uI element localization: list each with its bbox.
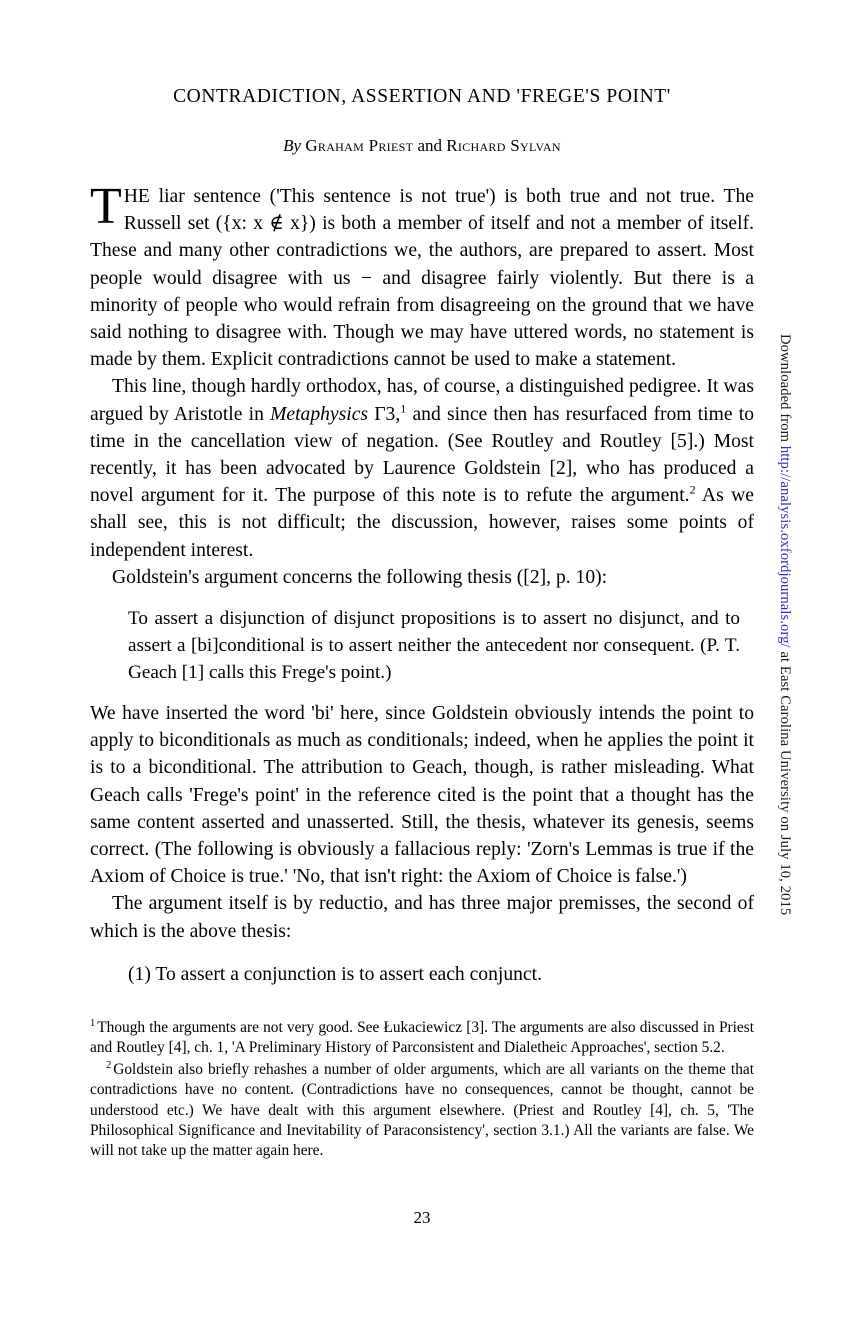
pedigree-text-a: This line, though hardly orthodox, has, of course, a distinguished pedigree. It was argued by Aristotle in xyxy=(90,376,754,425)
footnote-1-text: Though the arguments are not very good. See Łukaciewicz [3]. The arguments are also discussed in Priest and Routley [4], ch. 1, 'A Preliminary History of Parconsistent and Dialetheic Approaches', section 5.2. xyxy=(90,1019,754,1057)
paragraph-pedigree xyxy=(90,373,754,563)
page-number: 23 xyxy=(413,1208,431,1227)
author-name-one: Graham Priest xyxy=(305,136,414,155)
paragraph-thesis-intro: Goldstein's argument concerns the following thesis ([2], p. 10): xyxy=(112,566,608,588)
footnote-ref-2[interactable]: 2 xyxy=(689,482,696,497)
opening-paragraph-text: liar sentence ('This sentence is not true') is both true and not true. The Russell set ({x: x ∉ x}) is both a member of itself and not a member of itself. These and many other contradictions we, the authors, are prepared to assert. Most people would disagree with us − and disagree fairly violently. But there is a minority of people who would refrain from disagreeing on the ground that we have said nothing to disagree with. Though we may have uttered words, no statement is made by them. Explicit contradictions cannot be used to make a statement. xyxy=(90,186,754,371)
byline-by-word: By xyxy=(283,136,302,155)
footnote-marker-2: 2 xyxy=(106,1059,112,1071)
page-title: CONTRADICTION, ASSERTION AND 'FREGE'S POINT' xyxy=(173,86,671,107)
download-stamp-prefix: Downloaded from xyxy=(777,334,793,446)
pedigree-text-d: As we shall see, this is not difficult; the discussion, however, raises some points of independent interest. xyxy=(90,485,754,561)
footnote-marker-1: 1 xyxy=(90,1017,96,1029)
paragraph-argument-structure: The argument itself is by reductio, and has three major premisses, the second of which is the above thesis: xyxy=(90,893,754,942)
author-name-two: Richard Sylvan xyxy=(446,136,561,155)
pedigree-text-c: and since then has resurfaced from time to time in the cancellation view of negation. (See Routley and Routley [5].) Most recently, it has been advocated by Laurence Goldstein [2], who has produced a novel argument for it. The purpose of this note is to refute the argument. xyxy=(90,403,755,507)
opening-smallcaps: HE xyxy=(123,186,150,207)
pedigree-text-b: Γ3, xyxy=(368,403,401,425)
footnote-section xyxy=(90,1018,754,1162)
premise-item-1: (1) To assert a conjunction is to assert each conjunct. xyxy=(128,963,542,985)
footnote-2-text: Goldstein also briefly rehashes a number of older arguments, which are all variants on the theme that contradictions have no content. (Contradictions have no consequences, cannot be thought, cannot be understood etc.) We have dealt with this argument elsewhere. (Priest and Routley [4], ch. 5, 'The Philosophical Significance and Inevitability of Paraconsistency', section 3.1.) All the variants are false. We will not take up the matter again here. xyxy=(90,1060,754,1160)
block-quote-thesis: To assert a disjunction of disjunct propositions is to assert no disjunct, and to assert a [bi]conditional is to assert neither the antecedent nor consequent. (P. T. Geach [1] calls this Frege's point.) xyxy=(128,608,740,684)
premise-list xyxy=(90,961,754,988)
byline xyxy=(90,136,754,156)
footnote-ref-1[interactable]: 1 xyxy=(400,401,407,416)
byline-and-word: and xyxy=(417,136,443,155)
footnote-2 xyxy=(90,1060,754,1162)
journal-url-link[interactable]: http://analysis.oxfordjournals.org/ xyxy=(777,445,793,648)
paragraph-opening xyxy=(90,178,754,373)
footnote-1 xyxy=(90,1018,754,1059)
drop-cap: T xyxy=(90,178,122,235)
metaphysics-title: Metaphysics xyxy=(270,403,369,425)
body-content xyxy=(90,178,755,988)
download-stamp xyxy=(776,334,793,915)
download-stamp-suffix: at East Carolina University on July 10, 2015 xyxy=(777,647,793,916)
download-stamp-container xyxy=(776,334,798,974)
paragraph-inserted-bi: We have inserted the word 'bi' here, since Goldstein obviously intends the point to apply to biconditionals as much as conditionals; indeed, when he applies the point it is to a biconditional. The attribution to Geach, though, is rather misleading. What Geach calls 'Frege's point' in the reference cited is the point that a thought has the same content asserted and unasserted. Still, the thesis, whatever its genesis, seems correct. (The following is obviously a fallacious reply: 'Zorn's Lemmas is true if the Axiom of Choice is true.' 'No, that isn't right: the Axiom of Choice is false.') xyxy=(90,703,754,888)
